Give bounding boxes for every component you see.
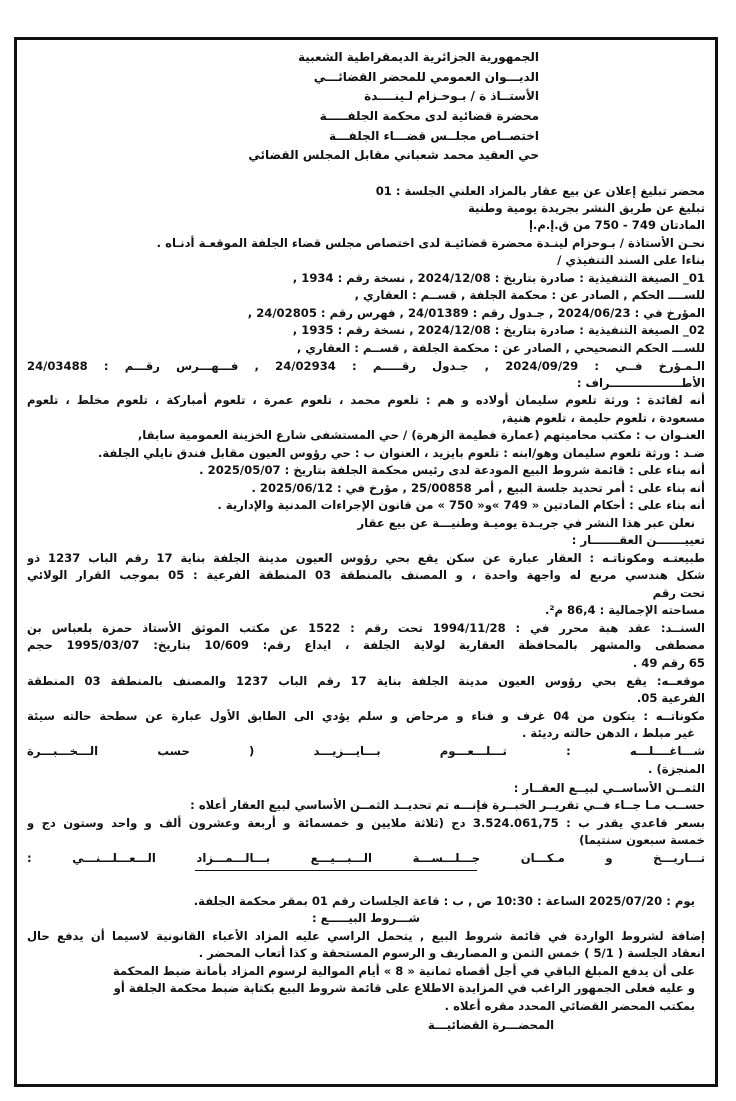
- base-price-heading: الثمــن الأساســي لبيــع العقــار :: [513, 781, 705, 795]
- location-line-2: الفرعية 05.: [636, 691, 705, 705]
- conditions-line-1: إضافة لشروط الواردة في قائمة شروط البيع , يتحمل الراسي عليه المزاد الأعباء القانونية لاسيما أن يدفع حال: [27, 929, 705, 943]
- conditions-line-2: انعقاد الجلسة ( 5/1 ) خمس الثمن و المصاريف و الرسوم المستحقة و كذا أتعاب المحضر .: [198, 946, 705, 960]
- exec-2-judgment: للســـ الحكم التصحيحي , الصادر عن : محكمة الجلفة , قســم : العقاري ,: [296, 341, 705, 355]
- deed-line-3: 65 رقم 49 .: [632, 656, 705, 670]
- legal-articles: المادتان 749 - 750 من ق.إ.م.إ: [528, 218, 705, 232]
- header-republic: الجمهورية الجزائرية الديمقراطية الشعبية: [297, 50, 539, 64]
- property-nature-2: شكل هندسي مربع له واجهة واحدة ، و المصنف بالمنطقة 03 المنطقة الفرعية : 05 بموجب القرار الولائي: [27, 568, 705, 582]
- occupant-line-2: المنجزة) .: [648, 762, 705, 776]
- auction-date: يوم : 2025/07/20 الساعة : 10:30 ص , ب : قاعة الجلسات رقم 01 بمقر محكمة الجلفة.: [193, 894, 695, 908]
- base-price-amount: بسعر قاعدي يقدر ب : 3.524.061,75 دج (ثلاثة ملايين و خمسمائة و أربعة وعشرون ألف و واحد وستون دج و: [27, 816, 705, 830]
- deed-line-2: مصطفى والمشهر بالمحافظة العقارية لولاية الجلفة ، ايداع رقم: 10/609 بتاريخ: 1995/03/07 حجم: [27, 638, 705, 652]
- exec-1-formula: 01_ الصيغة التنفيذية : صادرة بتاريخ : 2024/12/08 , نسخة رقم : 1934 ,: [292, 271, 705, 285]
- header-bailiff: الأستــاذ ة / بـوحـزام لـينــــدة: [364, 89, 539, 103]
- basis-articles: أنه بناء على : أحكام المادتين « 749 »و« 750 » من قانون الإجراءات المدنية والإدارية .: [217, 498, 705, 512]
- notice-document: [14, 37, 718, 1087]
- conditions-line-5: بمكتب المحضر القضائي المحدد مقره أعلاه .: [444, 999, 695, 1013]
- conditions-line-4: و عليه فعلى الجمهور الراغب في المزايدة الاطلاع على قائمة شروط البيع بكتابة ضبط محكمة الجلفة أو: [113, 981, 695, 995]
- location-line-1: موقعــه: يقع بحي رؤوس العيون مدينة الجلفة بناية 17 رقم الباب 1237 والمصنف بالمنطقة 03 المنطقة: [27, 674, 705, 688]
- header-jurisdiction: اختصــاص مجلــس قضـــاء الجلفـــة: [328, 129, 539, 143]
- base-price-words: خمسة سبعون سنتيما): [579, 833, 705, 847]
- deed-line-1: السنــد: عقد هبة محرر في : 1994/11/28 تحت رقم : 1522 عن مكتب الموثق الأستاذ حمزة بلعباس بن: [27, 621, 705, 635]
- auction-heading: تـــاريـــخ و مـكـــان جـــلـــســـة الـــبـــيـــع بـــالـــمـــزاد الـــعـــلـــنـــي :: [27, 851, 705, 865]
- base-price-intro: حســب مـا جــاء فــي تقريــر الخبــرة فإنـــه تم تحديــد الثمــن الأساسي لبيع العقار أعلاه :: [190, 798, 705, 812]
- parties-heading: الأطــــــــــــــــــراف :: [576, 376, 705, 390]
- header-role: محضرة قضائية لدى محكمة الجلفـــــة: [319, 109, 539, 123]
- beneficiary-address: العنـوان ب : مكتب محاميتهم (عمارة فطيمة الزهرة) / حي المستشفى شارع الخزينة العمومية سابقا,: [137, 428, 705, 442]
- divider-line: [195, 870, 477, 871]
- sale-conditions-heading: شـــروط البيـــــع :: [312, 911, 420, 925]
- components-line-2: غير مبلط ، الدهن حالته رديئة .: [521, 726, 695, 740]
- beneficiary-line-2: مسعودة ، تلعوم حليمة ، تلعوم هنية,: [502, 411, 705, 425]
- exec-1-dates: المؤرخ في : 2024/06/23 , جـدول رقم : 24/01389 , فهرس رقم : 24/02805 ,: [247, 306, 705, 320]
- exec-2-formula: 02_ الصيغة التنفيذية : صادرة بتاريخ : 2024/12/08 , نسخة رقم : 1935 ,: [292, 323, 705, 337]
- basis-conditions: أنه بناء على : قائمة شروط البيع المودعة لدى رئيس محكمة الجلفة بتاريخ : 2025/05/07 .: [199, 463, 705, 477]
- announcement: نعلن عبر هذا النشر في جريـدة يوميـة وطنيـــة عن بيع عقار: [357, 516, 695, 530]
- header-address: حي العقيد محمد شعباني مقابل المجلس القضائي: [248, 148, 539, 162]
- defendant-line: ضـد : ورثة تلعوم سليمان وهو/ابنه : تلعوم بايزيد ، العنوان ب : حي رؤوس العيون مقابل فندق نايلي الجلفة.: [98, 446, 705, 460]
- property-nature-1: طبيعتـه ومكوناتـه : العقار عبارة عن سكن يقع بحي رؤوس العيون مدينة الجلفة بناية 17 رقم الباب 1237 ذو: [27, 551, 705, 565]
- property-nature-3: تحت رقم: [652, 586, 705, 600]
- exec-1-judgment: للســــ الحكم , الصادر عن : محكمة الجلفة , قســم : العقاري ,: [354, 288, 705, 302]
- notice-subtitle: تبليغ عن طريق النشر بجريدة يومية وطنية: [467, 201, 705, 215]
- property-area: مساحته الإجمالية : 86,4 م².: [544, 603, 705, 617]
- basis-heading: بناءا على السند التنفيذي /: [557, 253, 705, 267]
- notice-title: محضر تبليغ إعلان عن بيع عقار بالمزاد العلني الجلسة : 01: [375, 184, 705, 198]
- components-line-1: مكوناتــه : يتكون من 04 غرف و فناء و مرحاض و سلم يؤدي الى الطابق الأول عبارة عن سطحة حالته سيئة: [27, 709, 705, 723]
- intro-line: نحـن الأستاذة / بـوحزام لينـدة محضرة قضائيـة لدى اختصاص مجلس قضاء الجلفة الموقعـة أدنـاه .: [156, 236, 705, 250]
- header-office: الديـــوان العمومي للمحضر القضائـــي: [313, 70, 539, 84]
- property-heading: تعييـــــــن العقـــــــار :: [571, 533, 705, 547]
- exec-2-dates: الـمـؤرخ فــي : 2024/09/29 , جـدول رقـــــم : 24/02934 , فـــهـــرس رقـــم : 24/03488: [27, 359, 705, 373]
- beneficiary-line-1: أنه لفائدة : ورثة تلعوم سليمان أولاده و هم : تلعوم محمد ، تلعوم عمرة ، تلعوم أمباركة ، تلعوم مخلط ، تلعوم: [27, 393, 705, 407]
- conditions-line-3: على أن يدفع المبلغ الباقي في أجل أقصاه ثمانية « 8 » أيام الموالية لرسوم المزاد بأمانة ضبط المحكمة: [112, 964, 695, 978]
- occupant-line-1: شـــاغــــلـــه : تـــلـــعـــوم بـــايـــزيـــد ( حسب الـــخـــبـــرة: [27, 744, 705, 758]
- basis-order: أنه بناء على : أمر تحديد جلسة البيع , أمر 25/00858 , مؤرخ في : 2025/06/12 .: [251, 481, 705, 495]
- signature: المحضـــرة القضائيـــة: [427, 1018, 555, 1032]
